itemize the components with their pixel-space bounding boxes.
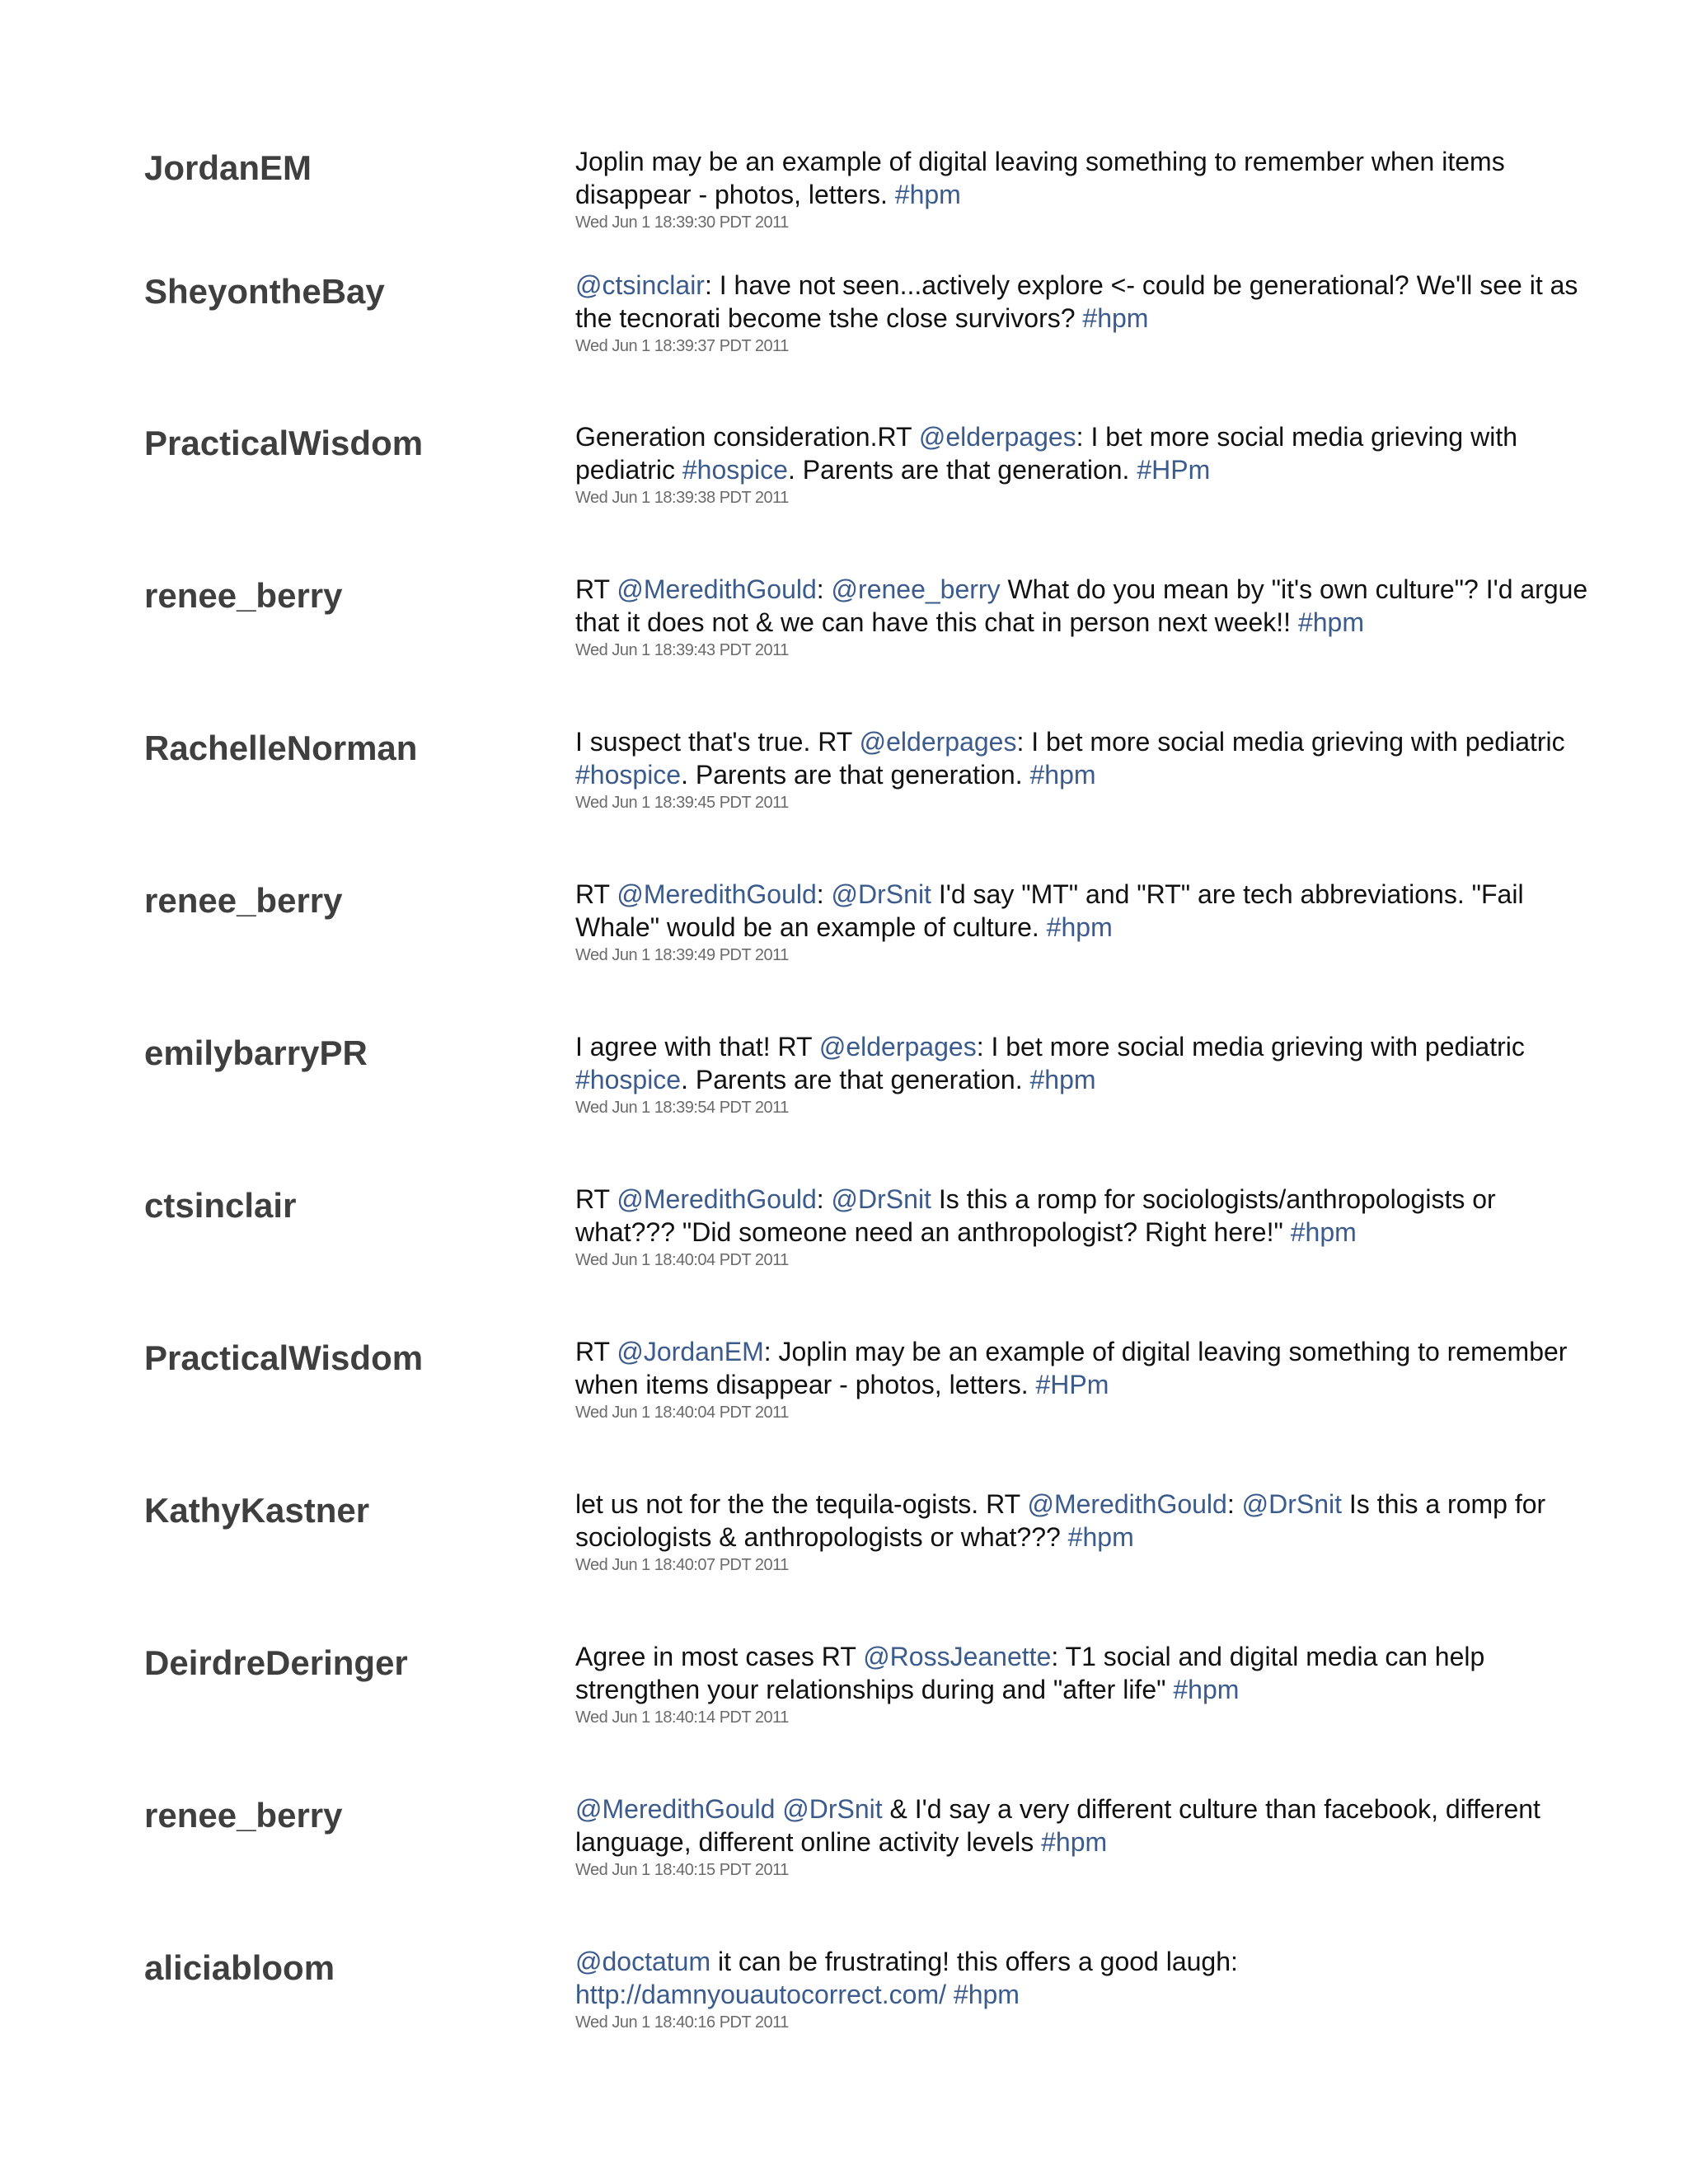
mention-link[interactable]: @elderpages — [818, 1032, 977, 1062]
tweet-timestamp: Wed Jun 1 18:39:54 PDT 2011 — [575, 1099, 789, 1117]
mention-link[interactable]: @RossJeanette — [863, 1642, 1052, 1671]
mention-link[interactable]: @doctatum — [575, 1947, 711, 1976]
tweet-text-segment: I'd say "MT" and "RT" are tech abbreviations. "Fail Whale" would be an example of culture. — [575, 879, 1524, 942]
tweet-text-segment — [946, 1980, 954, 2009]
tweet-row — [0, 1945, 1688, 2093]
mention-link[interactable]: @MeredithGould — [617, 1184, 817, 1214]
tweet-body — [575, 725, 1597, 813]
tweet-text-segment: Is this a romp for sociologists & anthropologists or what??? — [575, 1489, 1546, 1552]
tweet-text — [575, 1793, 1597, 1858]
tweet-username[interactable]: DeirdreDeringer — [144, 1643, 408, 1682]
tweet-text-segment: . Parents are that generation. — [787, 455, 1137, 485]
tweet-username[interactable]: aliciabloom — [144, 1948, 335, 1987]
tweet-text-segment: : I bet more social media grieving with pediatric — [976, 1032, 1525, 1062]
tweet-text-segment: RT — [575, 574, 617, 604]
tweet-text — [575, 573, 1597, 639]
tweet-timestamp: Wed Jun 1 18:40:04 PDT 2011 — [575, 1251, 789, 1269]
tweet-timestamp: Wed Jun 1 18:39:43 PDT 2011 — [575, 641, 789, 659]
tweet-text-segment: : — [816, 1184, 832, 1214]
tweet-timestamp: Wed Jun 1 18:39:45 PDT 2011 — [575, 794, 789, 812]
tweet-text — [575, 1488, 1597, 1554]
hashtag-link[interactable]: #hpm — [953, 1980, 1020, 2009]
tweet-text — [575, 1335, 1597, 1401]
tweet-text-segment: Joplin may be an example of digital leaving something to remember when items disappear - photos, letters. — [575, 147, 1505, 209]
mention-link[interactable]: @elderpages — [918, 422, 1076, 452]
hashtag-link[interactable]: #hpm — [1029, 1065, 1096, 1094]
tweet-text-segment: . Parents are that generation. — [681, 760, 1030, 790]
tweet-row — [0, 1488, 1688, 1636]
tweet-text-segment: Generation consideration.RT — [575, 422, 919, 452]
hashtag-link[interactable]: #hospice — [682, 455, 788, 485]
tweet-text-segment: : T1 social and digital media can help strengthen your relationships during and "after life" — [575, 1642, 1485, 1704]
tweet-row — [0, 878, 1688, 1026]
tweet-text — [575, 1183, 1597, 1249]
tweet-text-segment: : I bet more social media grieving with pediatric — [575, 422, 1518, 485]
tweet-username[interactable]: KathyKastner — [144, 1491, 370, 1530]
tweet-text-segment: What do you mean by "it's own culture"? I'd argue that it does not & we can have this chat in person next week!! — [575, 574, 1588, 637]
tweet-username[interactable]: renee_berry — [144, 576, 343, 615]
tweet-username[interactable]: PracticalWisdom — [144, 424, 424, 462]
tweet-text-segment: & I'd say a very different culture than facebook, different language, different online activity levels — [575, 1794, 1540, 1857]
tweet-text-segment: RT — [575, 879, 617, 909]
tweet-text-segment: let us not for the the tequila-ogists. RT — [575, 1489, 1028, 1519]
tweet-text — [575, 145, 1597, 211]
hashtag-link[interactable]: #hpm — [1082, 303, 1149, 333]
tweet-timestamp: Wed Jun 1 18:39:30 PDT 2011 — [575, 213, 789, 232]
tweet-body — [575, 145, 1597, 232]
tweet-body — [575, 573, 1597, 660]
tweet-text-segment: : Joplin may be an example of digital leaving something to remember when items disappear - photos, letters. — [575, 1337, 1568, 1399]
hashtag-link[interactable]: #hpm — [1067, 1522, 1134, 1552]
tweet-text-segment: : I have not seen...actively explore <- could be generational? We'll see it as the tecnorati become tshe close survivors? — [575, 270, 1578, 333]
tweet-username[interactable]: renee_berry — [144, 881, 343, 920]
mention-link[interactable]: @DrSnit — [831, 879, 931, 909]
mention-link[interactable]: @JordanEM — [617, 1337, 764, 1366]
tweet-body — [575, 1488, 1597, 1575]
mention-link[interactable]: @DrSnit — [831, 1184, 931, 1214]
tweet-row — [0, 1183, 1688, 1331]
hashtag-link[interactable]: #hpm — [1041, 1827, 1108, 1857]
tweet-row — [0, 1030, 1688, 1179]
tweet-text — [575, 725, 1597, 791]
hashtag-link[interactable]: #hpm — [1173, 1675, 1240, 1704]
hashtag-link[interactable]: #HPm — [1137, 455, 1211, 485]
tweet-username[interactable]: JordanEM — [144, 148, 312, 187]
hashtag-link[interactable]: #hpm — [894, 180, 961, 209]
tweet-row — [0, 269, 1688, 417]
tweet-username[interactable]: RachelleNorman — [144, 729, 418, 767]
tweet-text-segment: RT — [575, 1184, 617, 1214]
mention-link[interactable]: @MeredithGould — [1027, 1489, 1227, 1519]
hashtag-link[interactable]: #hpm — [1029, 760, 1096, 790]
tweet-timestamp: Wed Jun 1 18:39:38 PDT 2011 — [575, 489, 789, 507]
tweet-timestamp: Wed Jun 1 18:40:07 PDT 2011 — [575, 1556, 789, 1574]
tweet-timestamp: Wed Jun 1 18:40:04 PDT 2011 — [575, 1404, 789, 1422]
tweet-text — [575, 269, 1597, 335]
mention-link[interactable]: @MeredithGould — [617, 879, 817, 909]
mention-link[interactable]: @DrSnit — [1241, 1489, 1342, 1519]
tweet-text-segment: : — [816, 574, 832, 604]
hashtag-link[interactable]: #hospice — [575, 760, 682, 790]
mention-link[interactable]: @elderpages — [859, 727, 1017, 757]
tweet-text — [575, 878, 1597, 944]
tweet-username[interactable]: emilybarryPR — [144, 1033, 368, 1072]
tweet-text — [575, 420, 1597, 486]
tweet-username[interactable]: ctsinclair — [144, 1186, 297, 1225]
tweet-row — [0, 725, 1688, 874]
hashtag-link[interactable]: #hpm — [1046, 912, 1113, 942]
mention-link[interactable]: @ctsinclair — [575, 270, 705, 300]
tweet-username[interactable]: PracticalWisdom — [144, 1338, 424, 1377]
mention-link[interactable]: @DrSnit — [782, 1794, 883, 1824]
tweet-timestamp: Wed Jun 1 18:39:49 PDT 2011 — [575, 946, 789, 964]
tweet-text-segment: RT — [575, 1337, 617, 1366]
tweet-text-segment: : — [1226, 1489, 1242, 1519]
tweet-body — [575, 420, 1597, 508]
tweet-text-segment: Is this a romp for sociologists/anthropologists or what??? "Did someone need an anthropologist? Right here!" — [575, 1184, 1496, 1247]
tweet-body — [575, 878, 1597, 965]
tweet-text-segment: I agree with that! RT — [575, 1032, 819, 1062]
url-link[interactable]: http://damnyouautocorrect.com/ — [575, 1980, 946, 2009]
tweet-row — [0, 420, 1688, 569]
tweet-row — [0, 1335, 1688, 1483]
tweet-text-segment: it can be frustrating! this offers a good laugh: — [710, 1947, 1238, 1976]
tweet-body — [575, 269, 1597, 356]
hashtag-link[interactable]: #hospice — [575, 1065, 682, 1094]
mention-link[interactable]: @MeredithGould — [575, 1794, 776, 1824]
tweet-row — [0, 1640, 1688, 1788]
tweet-timestamp: Wed Jun 1 18:40:16 PDT 2011 — [575, 2013, 789, 2032]
tweet-text-segment: I suspect that's true. RT — [575, 727, 860, 757]
tweet-text — [575, 1945, 1597, 2011]
tweet-body — [575, 1030, 1597, 1118]
tweet-body — [575, 1793, 1597, 1880]
tweet-body — [575, 1945, 1597, 2032]
tweet-text-segment: : — [816, 879, 832, 909]
tweet-body — [575, 1640, 1597, 1727]
tweet-timestamp: Wed Jun 1 18:40:15 PDT 2011 — [575, 1861, 789, 1879]
tweet-text-segment: Agree in most cases RT — [575, 1642, 864, 1671]
tweet-username[interactable]: renee_berry — [144, 1796, 343, 1835]
tweet-text-segment — [775, 1794, 782, 1824]
mention-link[interactable]: @renee_berry — [831, 574, 1001, 604]
tweet-text — [575, 1640, 1597, 1706]
tweet-body — [575, 1335, 1597, 1422]
hashtag-link[interactable]: #hpm — [1297, 607, 1364, 637]
tweet-row — [0, 1793, 1688, 1941]
tweet-text-segment: : I bet more social media grieving with pediatric — [1016, 727, 1565, 757]
tweet-row — [0, 573, 1688, 721]
hashtag-link[interactable]: #hpm — [1290, 1217, 1357, 1247]
tweet-text — [575, 1030, 1597, 1096]
tweet-username[interactable]: SheyontheBay — [144, 272, 385, 311]
tweet-timestamp: Wed Jun 1 18:39:37 PDT 2011 — [575, 337, 789, 355]
tweet-timestamp: Wed Jun 1 18:40:14 PDT 2011 — [575, 1708, 789, 1727]
tweet-body — [575, 1183, 1597, 1270]
mention-link[interactable]: @MeredithGould — [617, 574, 817, 604]
hashtag-link[interactable]: #HPm — [1035, 1370, 1109, 1399]
tweet-text-segment: . Parents are that generation. — [681, 1065, 1030, 1094]
